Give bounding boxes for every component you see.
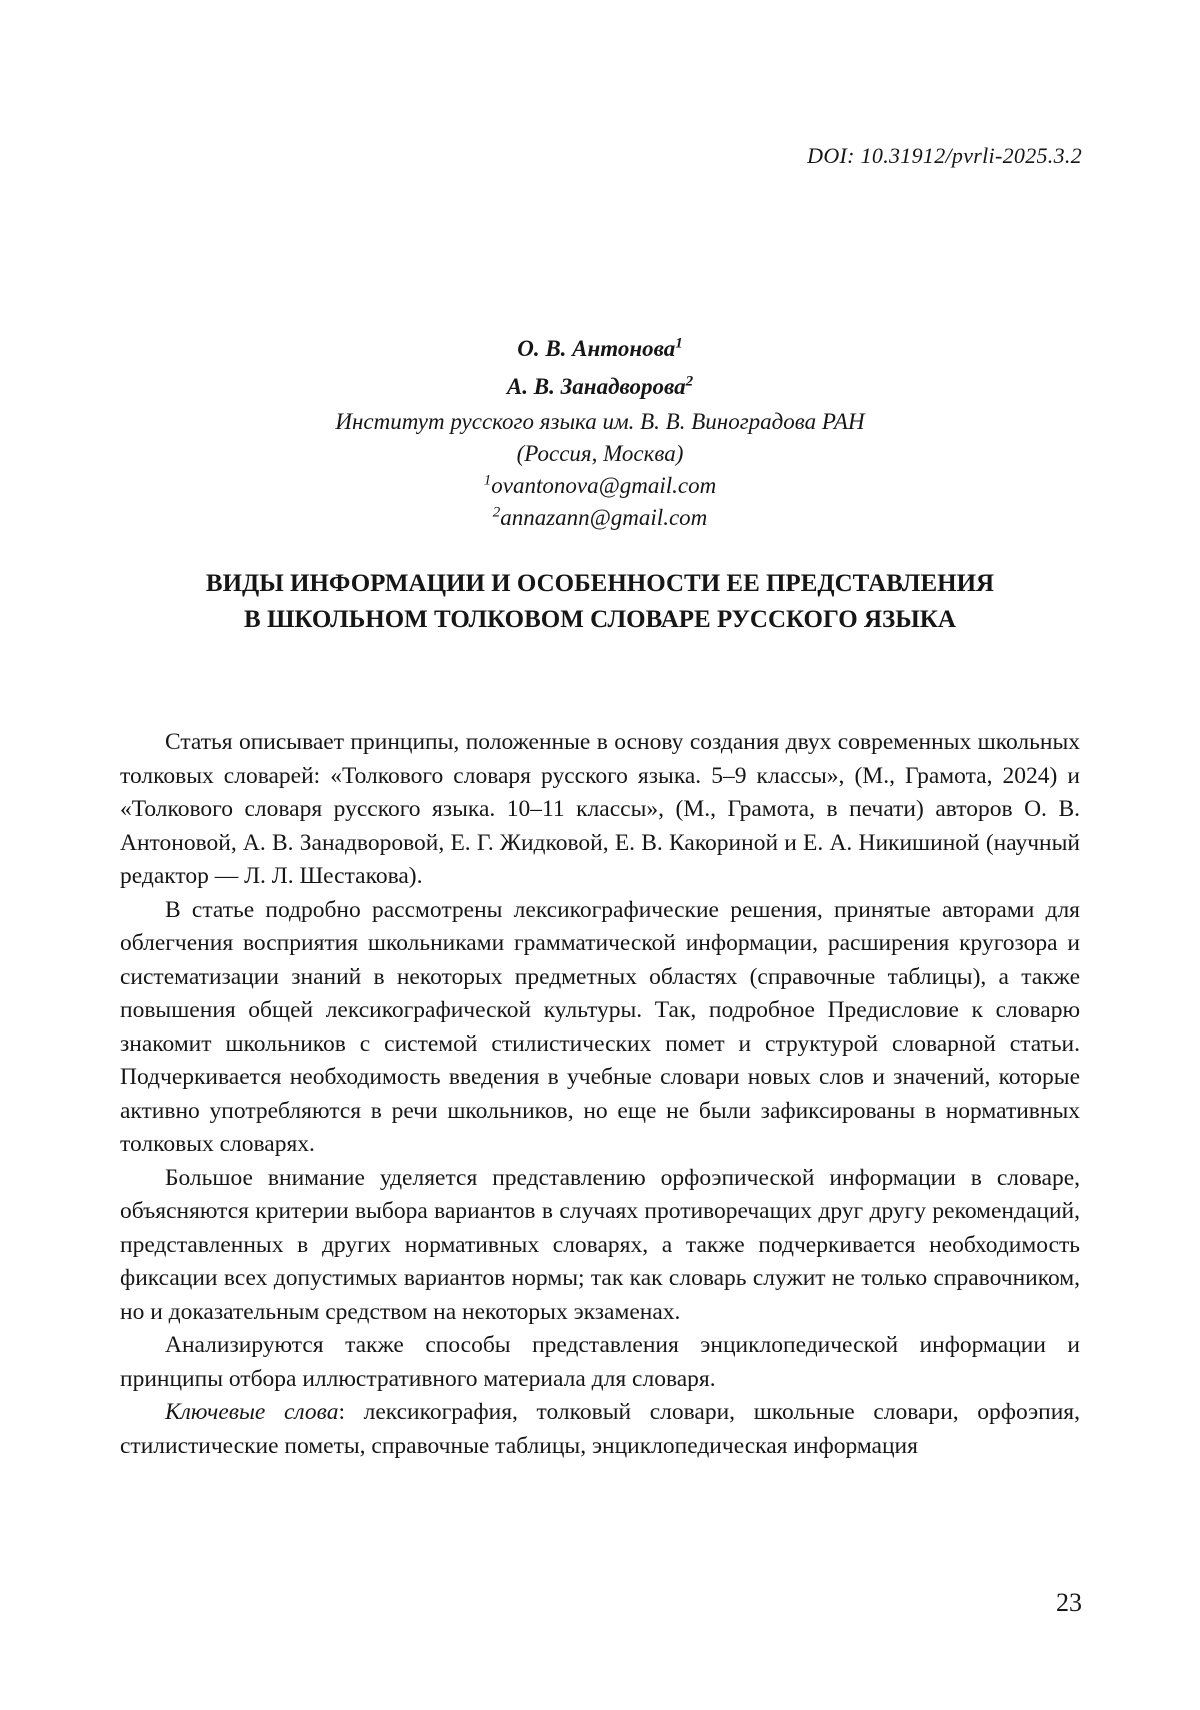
doi-text: DOI: 10.31912/pvrli-2025.3.2 xyxy=(807,143,1082,168)
affiliation-text: Институт русского языка им. В. В. Виноградова РАН xyxy=(335,409,865,434)
abstract-block xyxy=(120,726,1080,1463)
abstract-paragraph-4: Анализируются также способы представления энциклопедической информации и принципы отбора иллюстративного материала для словаря. xyxy=(120,1332,1080,1392)
email-2-address: annazann@gmail.com xyxy=(500,505,708,530)
email-1 xyxy=(120,470,1080,502)
author-2 xyxy=(120,368,1080,406)
keywords-label: Ключевые слова xyxy=(165,1399,339,1425)
email-2-superscript: 2 xyxy=(492,504,501,521)
abstract-paragraph-2: В статье подробно рассмотрены лексикографические решения, принятые авторами для облегчения восприятия школьниками грамматической информации, расширения кругозора и систематизации знаний в некоторых предметных областях (справочные таблицы), а также повышения общей лексикографической культуры. Так, подробное Предисловие к словарю знакомит школьников с системой стилистических помет и структурой словарной статьи. Подчеркивается необходимость введения в учебные словари новых слов и значений, которые активно употребляются в речи школьников, но еще не были зафиксированы в нормативных толковых словарях. xyxy=(120,896,1080,1157)
author-block xyxy=(120,330,1080,534)
paper-title-line-2: В ШКОЛЬНОМ ТОЛКОВОМ СЛОВАРЕ РУССКОГО ЯЗЫКА xyxy=(244,606,956,633)
author-1-superscript: 1 xyxy=(675,335,683,352)
email-1-superscript: 1 xyxy=(483,472,492,489)
abstract-paragraph-3: Большое внимание уделяется представлению орфоэпической информации в словаре, объясняются критерии выбора вариантов в случаях противоречащих друг другу рекомендаций, представленных в других нормативных словарях, а также подчеркивается необходимость фиксации всех допустимых вариантов нормы; так как словарь служит не только справочником, но и доказательным средством на некоторых экзаменах. xyxy=(120,1164,1080,1325)
paper-title xyxy=(120,566,1080,638)
author-2-superscript: 2 xyxy=(685,373,694,390)
email-1-address: ovantonova@gmail.com xyxy=(491,473,717,498)
keywords-text: : лексикография, толковый словари, школьные словари, орфоэпия, стилистические пометы, справочные таблицы, энциклопедическая информация xyxy=(120,1399,1080,1459)
author-1 xyxy=(120,330,1080,368)
email-2 xyxy=(120,502,1080,534)
abstract-paragraph-1: Статья описывает принципы, положенные в основу создания двух современных школьных толковых словарей: «Толкового словаря русского языка. 5–9 классы», (М., Грамота, 2024) и «Толкового словаря русского языка. 10–11 классы», (М., Грамота, в печати) авторов О. В. Антоновой, А. В. Занадворовой, Е. Г. Жидковой, Е. В. Какориной и Е. А. Никишиной (научный редактор — Л. Л. Шестакова). xyxy=(120,729,1080,889)
author-2-name: А. В. Занадворова xyxy=(506,374,686,399)
paper-title-line-1: ВИДЫ ИНФОРМАЦИИ И ОСОБЕННОСТИ ЕЕ ПРЕДСТАВЛЕНИЯ xyxy=(205,570,995,597)
author-1-name: О. В. Антонова xyxy=(517,336,676,361)
page-number: 23 xyxy=(1056,1588,1082,1617)
keywords-paragraph xyxy=(120,1396,1080,1463)
location-text: (Россия, Москва) xyxy=(516,441,684,466)
